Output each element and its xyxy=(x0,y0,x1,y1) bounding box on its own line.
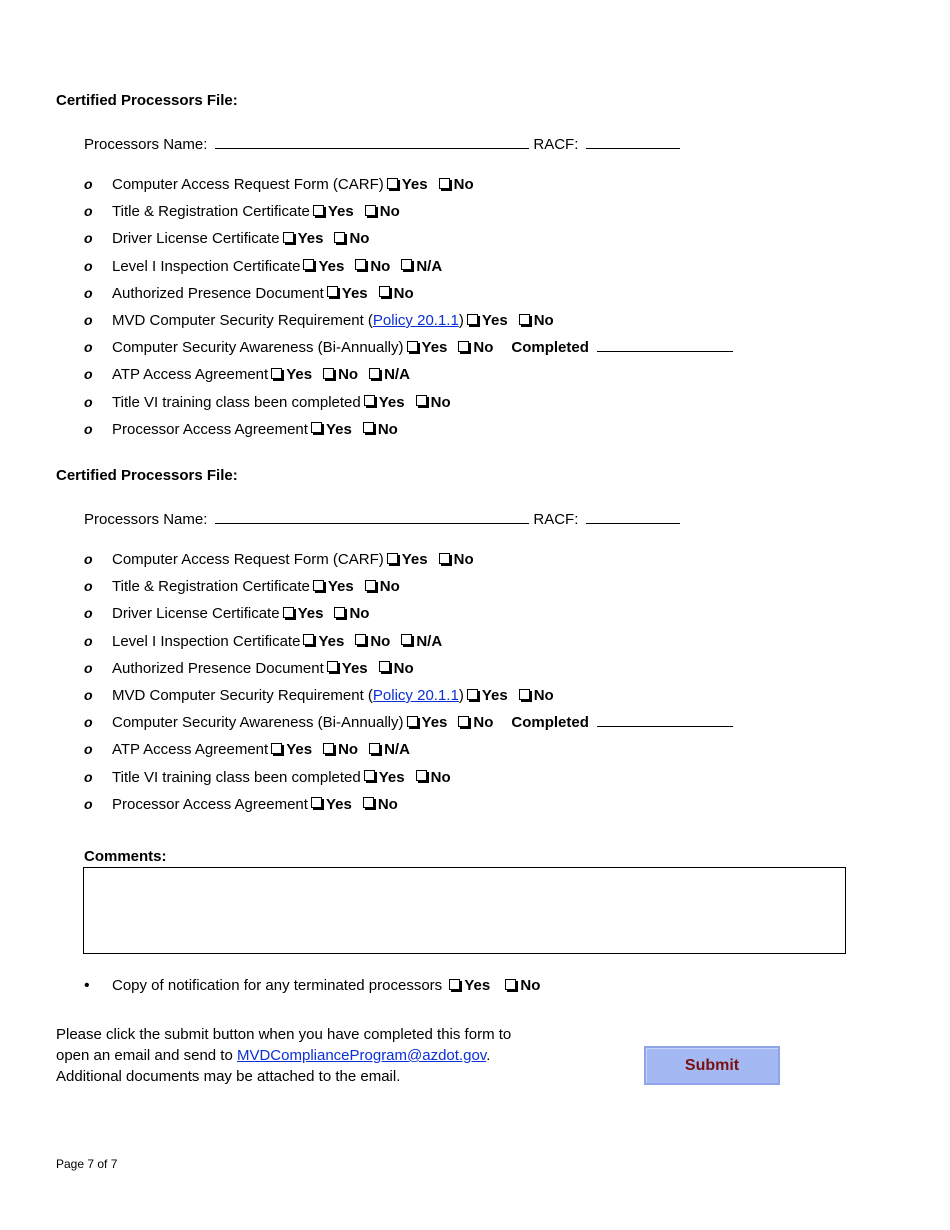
checklist-item xyxy=(84,174,482,194)
bullet-o-icon: o xyxy=(84,768,93,785)
item-label: Authorized Presence Document xyxy=(112,659,324,677)
no-checkbox[interactable] xyxy=(323,743,334,754)
no-option-label: No xyxy=(473,714,494,732)
no-option-label: No xyxy=(473,339,494,357)
yes-checkbox[interactable] xyxy=(449,979,460,990)
item-label: Title VI training class been completed xyxy=(112,393,361,411)
email-link[interactable]: MVDComplianceProgram@azdot.gov xyxy=(236,1047,487,1064)
item-label: Computer Security Awareness (Bi-Annually) xyxy=(112,339,404,357)
yes-checkbox[interactable] xyxy=(364,395,375,406)
item-label-suffix: ) xyxy=(458,312,464,329)
no-checkbox[interactable] xyxy=(458,341,469,352)
no-option-label: No xyxy=(370,632,391,650)
item-label-suffix: ) xyxy=(458,687,464,704)
processor-name-label: Processors Name: xyxy=(84,136,208,153)
yes-option-label: Yes xyxy=(421,339,448,357)
bullet-o-icon: o xyxy=(84,393,93,410)
yes-checkbox[interactable] xyxy=(313,205,324,216)
processor-name-field[interactable] xyxy=(215,509,529,524)
no-checkbox[interactable] xyxy=(355,634,366,645)
no-checkbox[interactable] xyxy=(439,553,450,564)
yes-option-label: Yes xyxy=(421,714,448,732)
no-checkbox[interactable] xyxy=(323,368,334,379)
racf-field[interactable] xyxy=(586,134,680,149)
no-option-label: No xyxy=(453,551,474,568)
yes-option-label: Yes xyxy=(401,551,428,568)
item-label: Driver License Certificate xyxy=(112,230,280,248)
no-option-label: No xyxy=(349,230,370,248)
completed-label: Completed xyxy=(511,339,589,357)
item-label: Driver License Certificate xyxy=(112,605,280,623)
no-checkbox[interactable] xyxy=(365,205,376,216)
section-title: Certified Processors File: xyxy=(56,467,238,484)
section-title: Certified Processors File: xyxy=(56,92,238,109)
checklist-item xyxy=(84,283,422,303)
yes-checkbox[interactable] xyxy=(387,178,398,189)
checklist-item xyxy=(84,767,459,787)
no-checkbox[interactable] xyxy=(416,395,427,406)
item-label: ATP Access Agreement xyxy=(112,741,269,759)
yes-option-label: Yes xyxy=(325,420,352,438)
na-checkbox[interactable] xyxy=(369,743,380,754)
yes-option-label: Yes xyxy=(481,687,508,704)
checklist-item xyxy=(84,419,406,439)
item-label: ATP Access Agreement xyxy=(112,366,269,384)
yes-checkbox[interactable] xyxy=(467,314,478,325)
no-option-label: No xyxy=(520,977,541,994)
no-option-label: No xyxy=(377,795,398,813)
policy-link[interactable]: Policy 20.1.1 xyxy=(372,687,459,704)
item-label: Processor Access Agreement xyxy=(112,795,308,813)
item-label: Title VI training class been completed xyxy=(112,768,361,786)
item-label: Title & Registration Certificate xyxy=(112,203,310,221)
yes-option-label: Yes xyxy=(327,203,354,221)
no-option-label: No xyxy=(338,366,359,384)
yes-checkbox[interactable] xyxy=(311,422,322,433)
yes-option-label: Yes xyxy=(341,284,368,302)
na-checkbox[interactable] xyxy=(401,259,412,270)
instructions-line-2-prefix: open an email and send to xyxy=(56,1047,237,1064)
na-option-label: N/A xyxy=(384,741,410,759)
na-option-label: N/A xyxy=(416,632,443,650)
checklist-item xyxy=(84,337,733,357)
bullet-o-icon: o xyxy=(84,366,93,383)
checklist-item xyxy=(84,201,408,221)
checklist-item xyxy=(84,794,406,814)
comments-textarea[interactable] xyxy=(83,867,846,954)
checklist-item xyxy=(84,712,733,732)
no-checkbox[interactable] xyxy=(363,797,374,808)
yes-checkbox[interactable] xyxy=(467,689,478,700)
no-option-label: No xyxy=(379,578,400,596)
no-option-label: No xyxy=(533,687,554,704)
bullet-o-icon: o xyxy=(84,659,93,676)
yes-checkbox[interactable] xyxy=(271,368,282,379)
bullet-o-icon: o xyxy=(84,551,93,567)
processor-name-label: Processors Name: xyxy=(84,511,208,528)
instructions-line-2 xyxy=(56,1045,576,1066)
racf-label: RACF: xyxy=(533,136,579,153)
no-option-label: No xyxy=(377,420,398,438)
bullet-o-icon: o xyxy=(84,632,93,649)
termination-label: Copy of notification for any terminated processors xyxy=(112,977,443,994)
no-checkbox[interactable] xyxy=(416,770,427,781)
no-option-label: No xyxy=(430,393,451,411)
yes-option-label: Yes xyxy=(297,605,324,623)
bullet-o-icon: o xyxy=(84,795,93,812)
yes-option-label: Yes xyxy=(286,366,313,384)
bullet-o-icon: o xyxy=(84,312,93,328)
no-checkbox[interactable] xyxy=(363,422,374,433)
checklist-item xyxy=(84,603,377,623)
yes-checkbox[interactable] xyxy=(407,341,418,352)
racf-field[interactable] xyxy=(586,509,680,524)
bullet-o-icon: o xyxy=(84,339,93,356)
no-checkbox[interactable] xyxy=(379,286,390,297)
processor-name-field[interactable] xyxy=(215,134,529,149)
yes-checkbox[interactable] xyxy=(283,232,294,243)
checklist-item xyxy=(84,256,450,276)
no-checkbox[interactable] xyxy=(519,314,530,325)
item-label: Authorized Presence Document xyxy=(112,284,324,302)
policy-link[interactable]: Policy 20.1.1 xyxy=(372,312,459,329)
na-checkbox[interactable] xyxy=(401,634,412,645)
na-option-label: N/A xyxy=(384,366,410,384)
instructions-line-3: Additional documents may be attached to the email. xyxy=(56,1068,401,1085)
processor-name-row xyxy=(84,509,680,528)
checklist-item xyxy=(84,549,482,569)
bullet-o-icon: o xyxy=(84,284,93,301)
bullet-o-icon: o xyxy=(84,176,93,192)
no-checkbox[interactable] xyxy=(458,716,469,727)
yes-option-label: Yes xyxy=(481,312,508,329)
yes-option-label: Yes xyxy=(464,977,491,994)
yes-option-label: Yes xyxy=(318,257,345,275)
item-label: Computer Security Awareness (Bi-Annually) xyxy=(112,714,404,732)
no-option-label: No xyxy=(393,284,414,302)
no-checkbox[interactable] xyxy=(365,580,376,591)
yes-option-label: Yes xyxy=(297,230,324,248)
bullet-o-icon: o xyxy=(84,420,93,437)
yes-checkbox[interactable] xyxy=(303,634,314,645)
yes-option-label: Yes xyxy=(378,768,405,786)
no-option-label: No xyxy=(430,768,451,786)
no-checkbox[interactable] xyxy=(334,232,345,243)
submit-button[interactable]: Submit xyxy=(644,1046,780,1085)
item-label: Title & Registration Certificate xyxy=(112,578,310,596)
item-label-prefix: MVD Computer Security Requirement ( xyxy=(112,312,373,329)
checklist-item xyxy=(84,364,418,384)
checklist-item xyxy=(84,685,562,705)
no-option-label: No xyxy=(370,257,391,275)
no-option-label: No xyxy=(338,741,359,759)
processor-name-row xyxy=(84,134,680,153)
yes-checkbox[interactable] xyxy=(303,259,314,270)
bullet-o-icon: o xyxy=(84,203,93,220)
bullet-o-icon: o xyxy=(84,687,93,703)
no-option-label: No xyxy=(453,176,474,193)
checklist-item xyxy=(84,392,459,412)
yes-checkbox[interactable] xyxy=(387,553,398,564)
yes-option-label: Yes xyxy=(325,795,352,813)
item-label-prefix: MVD Computer Security Requirement ( xyxy=(112,687,373,704)
termination-item xyxy=(84,976,548,996)
yes-option-label: Yes xyxy=(341,659,368,677)
no-checkbox[interactable] xyxy=(519,689,530,700)
instructions-line-2-suffix: . xyxy=(486,1047,491,1064)
checklist-item xyxy=(84,658,422,678)
bullet-o-icon: o xyxy=(84,230,93,247)
yes-checkbox[interactable] xyxy=(283,607,294,618)
yes-option-label: Yes xyxy=(286,741,313,759)
completed-label: Completed xyxy=(511,714,589,732)
item-label: Computer Access Request Form (CARF) xyxy=(112,551,384,568)
no-option-label: No xyxy=(533,312,554,329)
no-option-label: No xyxy=(393,659,414,677)
submit-instructions xyxy=(56,1024,576,1087)
yes-option-label: Yes xyxy=(327,578,354,596)
completed-date-field[interactable] xyxy=(597,712,733,727)
item-label: Processor Access Agreement xyxy=(112,420,308,438)
checklist-item xyxy=(84,576,408,596)
instructions-line-1: Please click the submit button when you have completed this form to xyxy=(56,1026,512,1043)
yes-checkbox[interactable] xyxy=(327,286,338,297)
item-label: Level I Inspection Certificate xyxy=(112,632,301,650)
yes-checkbox[interactable] xyxy=(311,797,322,808)
yes-option-label: Yes xyxy=(378,393,405,411)
checklist-item xyxy=(84,228,377,248)
yes-checkbox[interactable] xyxy=(327,661,338,672)
bullet-o-icon: o xyxy=(84,714,93,731)
checklist-item xyxy=(84,631,450,651)
no-option-label: No xyxy=(379,203,400,221)
bullet-dot-icon: • xyxy=(84,977,90,994)
no-checkbox[interactable] xyxy=(439,178,450,189)
no-checkbox[interactable] xyxy=(355,259,366,270)
yes-option-label: Yes xyxy=(318,632,345,650)
bullet-o-icon: o xyxy=(84,257,93,274)
item-label: Computer Access Request Form (CARF) xyxy=(112,176,384,193)
page-number: Page 7 of 7 xyxy=(56,1157,118,1171)
no-checkbox[interactable] xyxy=(505,979,516,990)
no-checkbox[interactable] xyxy=(334,607,345,618)
completed-date-field[interactable] xyxy=(597,337,733,352)
bullet-o-icon: o xyxy=(84,605,93,622)
comments-label: Comments: xyxy=(84,848,167,865)
yes-checkbox[interactable] xyxy=(364,770,375,781)
yes-checkbox[interactable] xyxy=(271,743,282,754)
no-option-label: No xyxy=(349,605,370,623)
bullet-o-icon: o xyxy=(84,578,93,595)
yes-checkbox[interactable] xyxy=(407,716,418,727)
bullet-o-icon: o xyxy=(84,741,93,758)
no-checkbox[interactable] xyxy=(379,661,390,672)
checklist-item xyxy=(84,739,418,759)
na-checkbox[interactable] xyxy=(369,368,380,379)
yes-checkbox[interactable] xyxy=(313,580,324,591)
checklist-item xyxy=(84,310,562,330)
na-option-label: N/A xyxy=(416,257,443,275)
racf-label: RACF: xyxy=(533,511,579,528)
item-label: Level I Inspection Certificate xyxy=(112,257,301,275)
yes-option-label: Yes xyxy=(401,176,428,193)
